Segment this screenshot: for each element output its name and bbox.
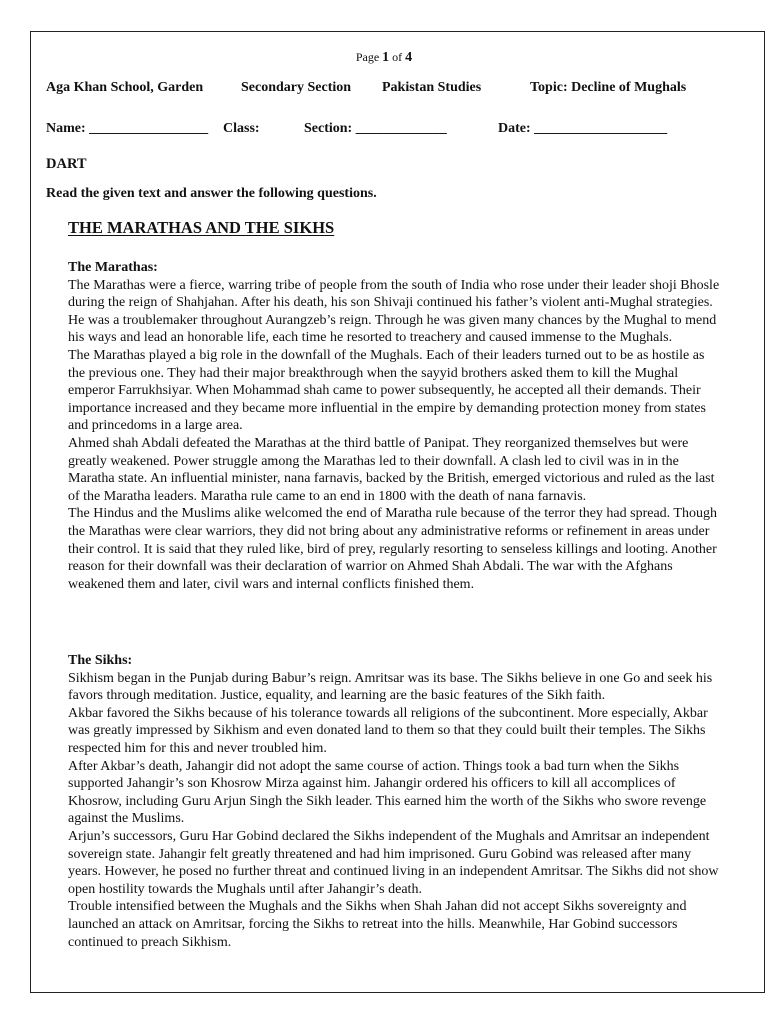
sikhs-paragraph: Sikhism began in the Punjab during Babur’s reign. Amritsar was its base. The Sikhs believe in one Go and seek his favors through meditation. Justice, equality, and learning are the basic features of the Sikh faith. [68, 670, 713, 704]
class-field: Class: [223, 121, 260, 136]
article-title: THE MARATHAS AND THE SIKHS [68, 218, 335, 237]
sikhs-paragraph: After Akbar’s death, Jahangir did not adopt the same course of action. Things took a bad turn when the Sikhs supported Jahangir’s son Khosrow Mirza against him. Jahangir ordered his officers to kill all accomplices of Khosrow, including Guru Arjun Singh the Sikh leader. This earned him the worth of the Sikhs who swore revenge against the Muslims. [68, 758, 707, 827]
marathas-section [68, 259, 724, 593]
marathas-paragraph: The Hindus and the Muslims alike welcomed the end of Maratha rule because of the terror they had spread. Though the Marathas were clear warriors, they did not bring about any administrative reforms or refinement in areas under their control. It is said that they ruled like, bird of prey, regularly resorting to senseless killings and looting. Another reason for their downfall was their declaration of warrior on Ahmed Shah Abdali. The war with the Afghans weakened them and later, civil wars and internal conflicts finished them. [68, 506, 717, 592]
marathas-paragraph: The Marathas were a fierce, warring tribe of people from the south of India who rose under their leader shoji Bhosle during the reign of Shahjahan. After his death, his son Shivaji continued his father’s violent anti-Mughal strategies. He was a troublemaker throughout Aurangzeb’s reign. Through he was given many chances by the Mughal to mend his ways and lead an honorable life, each time he resorted to treachery and caused immense to the Mughals. [68, 277, 720, 346]
topic-label: Topic: Decline of Mughals [530, 80, 687, 95]
school-name: Aga Khan School, Garden [46, 80, 204, 95]
marathas-heading: The Marathas: [68, 260, 158, 275]
marathas-paragraph: Ahmed shah Abdali defeated the Marathas at the third battle of Panipat. They reorganized themselves but were greatly weakened. Power struggle among the Marathas led to their downfall. A clash led to civil was in in the Maratha state. An influential minister, nana farnavis, backed by the British, emerged victorious and ruled as the last of the Maratha leaders. Maratha rule came to an end in 1800 with the death of nana farnavis. [68, 435, 715, 504]
sikhs-paragraph: Arjun’s successors, Guru Har Gobind declared the Sikhs independent of the Mughals and Amritsar an independent sovereign state. Jahangir felt greatly threatened and had him imprisoned. Guru Gobind was released after many years. However, he posed no further threat and continued living in an independent Amritsar. The Sikhs did not show open hostility towards the Mughals until after Jahangir’s death. [68, 828, 719, 897]
subject-name: Pakistan Studies [382, 80, 482, 95]
page-label: Page [355, 50, 380, 64]
page-of: of [392, 50, 403, 64]
date-field: Date: ___________________ [498, 121, 668, 136]
section-field: Section: _____________ [304, 121, 447, 136]
page-number [0, 50, 768, 66]
page-total: 4 [405, 50, 413, 65]
sikhs-heading: The Sikhs: [68, 653, 133, 668]
name-field: Name: _________________ [46, 121, 209, 136]
activity-label: DART [46, 156, 87, 172]
sikhs-paragraph: Akbar favored the Sikhs because of his tolerance towards all religions of the subcontinent. More especially, Akbar was greatly impressed by Sikhism and even donated land to them so that they could built their temples. The Sikhs respected him for this and never troubled him. [68, 705, 708, 756]
marathas-paragraph: The Marathas played a big role in the downfall of the Mughals. Each of their leaders turned out to be as hostile as the previous one. They had their major breakthrough when the sayyid brothers asked them to kill the Mughal emperor Farrukhsiyar. When Mohammad shah came to power subsequently, he accepted all their demands. Their importance increased and they became more influential in the empire by demanding protection money from states and princedoms in a large area. [68, 347, 706, 434]
section-name: Secondary Section [241, 80, 352, 95]
sikhs-paragraph: Trouble intensified between the Mughals and the Sikhs when Shah Jahan did not accept Sikhs sovereignty and launched an attack on Amritsar, forcing the Sikhs to retreat into the hills. Meanwhile, Har Gobind successors continued to preach Sikhism. [68, 899, 687, 950]
sikhs-section [68, 652, 724, 951]
instruction-text: Read the given text and answer the following questions. [46, 186, 377, 201]
page-current: 1 [382, 50, 390, 65]
